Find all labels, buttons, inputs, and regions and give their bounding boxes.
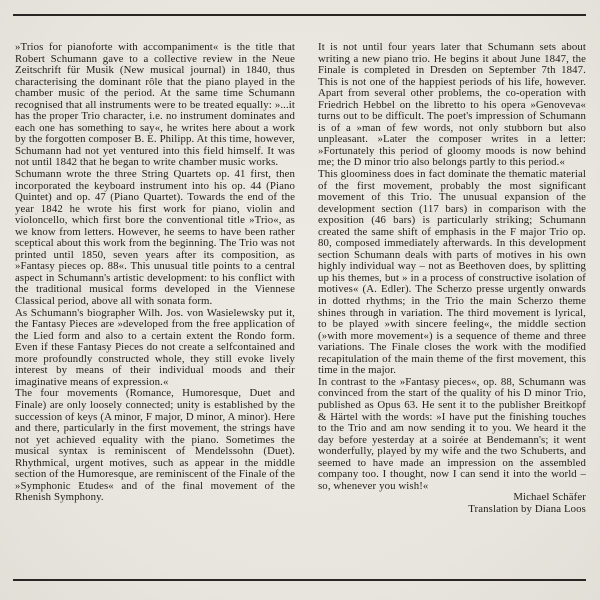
paragraph-first-trio-fantasy-pieces: Schumann wrote the three String Quartets op. 41 first, then incorporated the keyboard instrument into his op. 44 (Piano Quintet) and op. 47 (Piano Quartet). Towards the end of the year 1842 he wrote his first work for piano, violin and violoncello, which first bore the conventional title »Trio«, as we know from letters. However, he seems to have been rather sceptical about this work from the beginning. The Trio was not printed until 1850, seven years after its composition, as »Fantasy pieces op. 88«. This unusual title points to a central aspect in Schumann's artistic development: to his conflict with the traditional musical forms developed in the Viennese Classical period, above all with sonata form. <box>15 168 295 308</box>
paragraph-new-trio-1847: It is not until four years later that Schumann sets about writing a new piano trio. He begins it about June 1847, the Finale is completed in Dresden on September 7th 1847. This is not one of the happiest periods of his life, however. Apart from several other problems, the co-operation with Friedrich Hebbel on the libretto to his opera »Genoveva« turns out to be difficult. The poet's impression of Schumann is of a »man of few words, not only stubborn but also unpleasant. »Later the composer writes in a letter: »Fortunately this period of gloomy moods is now behind me; the D minor trio also belongs partly to this period.« <box>318 41 586 169</box>
right-column <box>318 42 586 516</box>
paragraph-four-movements: The four movements (Romance, Humoresque, Duet and Finale) are only loosely connected; unity is established by the succession of keys (A minor, F major, D minor, A minor). Here and there, particularly in the first movement, the strings have not yet achieved equality with the piano. Sometimes the musical syntax is reminiscent of Mendelssohn (Duet). Rhythmical, urgent motives, such as appear in the middle section of the Humoresque, are reminiscent of the Finale of the »Symphonic Etudes« and of the final movement of the Rhenish Symphony. <box>15 387 295 504</box>
bottom-rule <box>13 579 586 581</box>
paragraph-first-movement-analysis: This gloominess does in fact dominate the thematic material of the first movement, probably the most significant movement of this Trio. The unusual expansion of the development section (117 bars) in comparison with the exposition (46 bars) is particularly striking; Schumann created the same shift of emphasis in the F major Trio op. 80, composed immediately afterwards. In this development section Schumann deals with parts of motives in his own highly individual way – not as Beethoven does, by splitting up his themes, but » in a process of constructive isolation of motives« (A. Edler). The Scherzo presse urgently onwards in dotted rhythms; in the Trio the main Scherzo theme shines through in variation. The third movement is lyrical, to be played »with sincere feeling«, the middle section (»with more movement«) is a sequence of theme and three variations. The Finale closes the work with the modified recapitulation of the main theme of the first movement, this time in the major. <box>318 168 586 377</box>
paragraph-wasielewsky-quote: As Schumann's biographer Wilh. Jos. von Wasielewsky put it, the Fantasy Pieces are »developed from the free application of the Lied form and also to a certain extent the Rondo form. Even if these Fantasy Pieces do not create a selfcontained and more profoundly constructed whole, they still evoke lively interest by means of their individual moods and their imaginative means of expression.« <box>15 306 295 388</box>
paragraph-intro-trios-review: »Trios for pianoforte with accompaniment« is the title that Robert Schumann gave to a collective review in the Neue Zeitschrift für Musik (New musical journal) in 1840, thus characterising the dominant rôle that the piano played in the chamber music of the period. At the same time Schumann recognised that all instruments were to be treated equally: »...it has the proper Trio character, i.e. no instrument dominates and each one has something to say«, he writes here about a work by the forgotten composer B. E. Philipp. At this time, however, Schumann had not yet ventured into this field himself. It was not until 1842 that he began to write chamber music works. <box>15 41 295 169</box>
paragraph-opus-63-letter: In contrast to the »Fantasy pieces«, op. 88, Schumann was convinced from the start of the quality of his D minor Trio, published as Opus 63. He sent it to the publisher Breitkopf & Härtel with the words: »I have put the finishing touches to the Trio and am now sending it to you. We heard it the day before yesterday at a soirée at Bendemann's; it went wonderfully, played by my wife and the two Schuberts, and seemed to have made an impression on the assembled company too. I thought, now I can send it into the world – so, whenever you wish!« <box>318 375 586 492</box>
left-column <box>15 42 295 516</box>
translator-credit: Translation by Diana Loos <box>468 503 586 516</box>
top-rule <box>13 14 586 16</box>
signature-block <box>318 492 586 516</box>
author-credit: Michael Schäfer <box>513 491 586 504</box>
text-columns <box>15 42 586 516</box>
